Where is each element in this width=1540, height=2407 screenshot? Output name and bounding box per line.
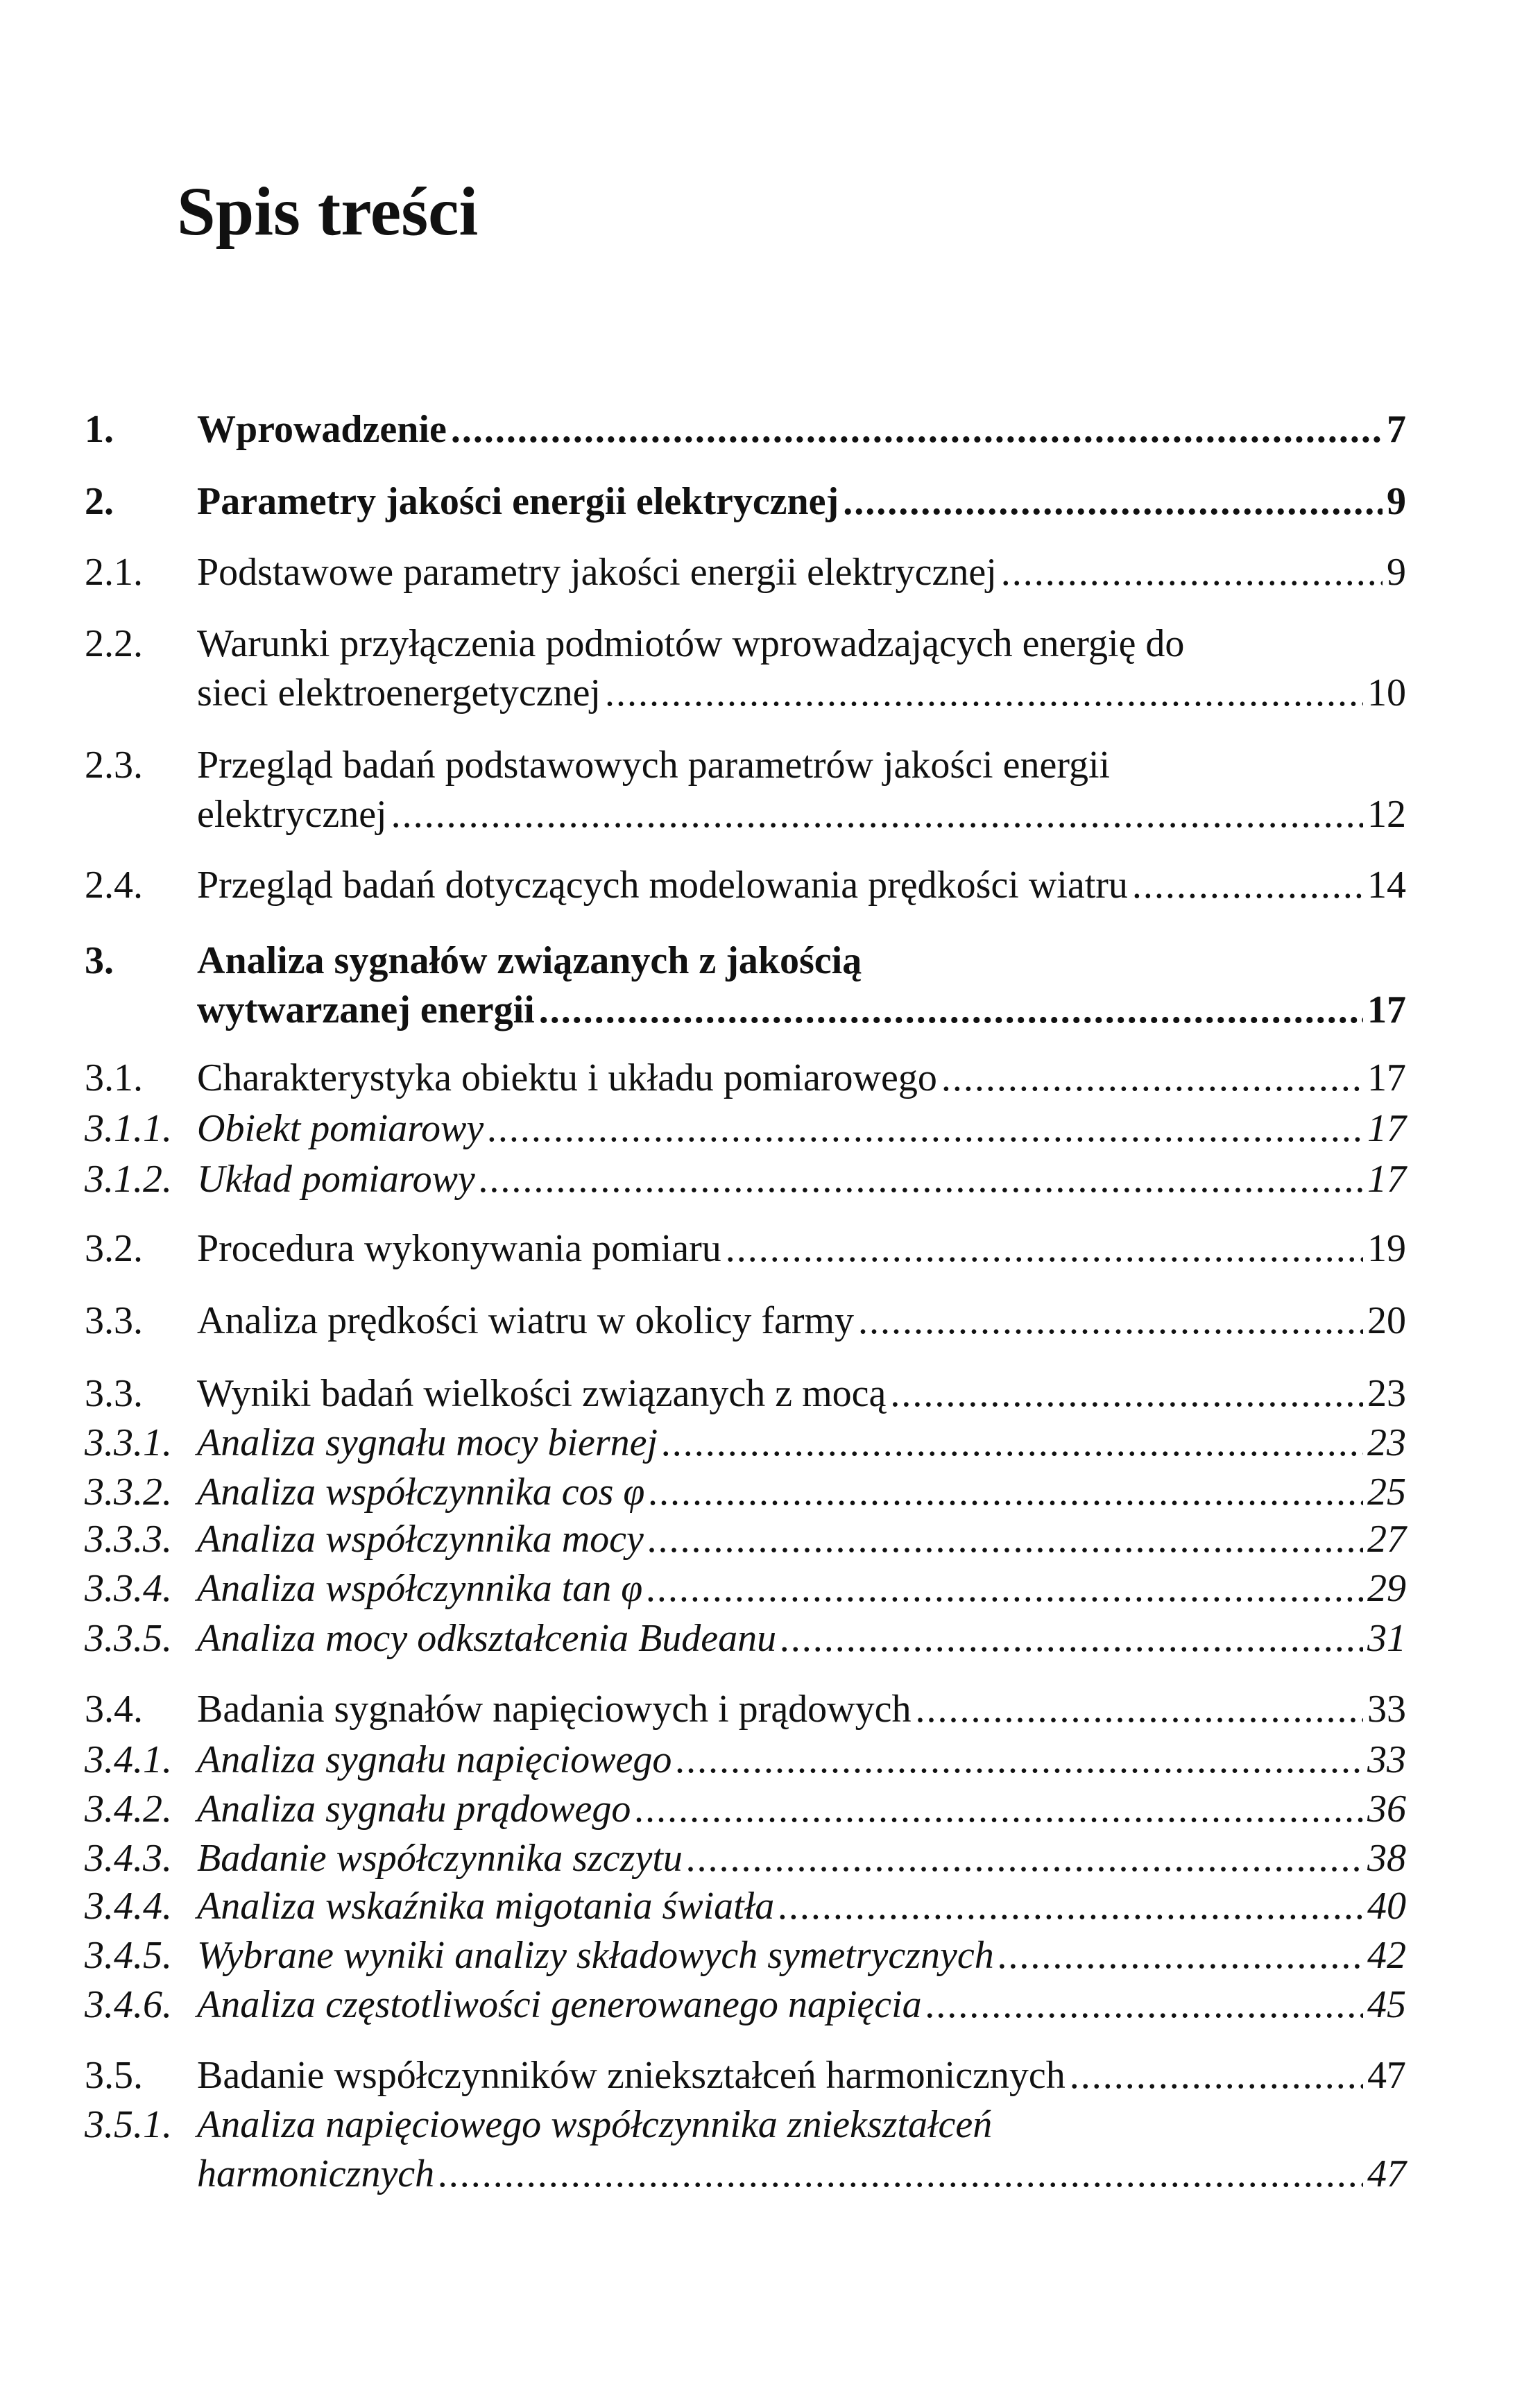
entry-title: Analiza współczynnika cos φ — [197, 1471, 645, 1514]
dot-leader — [687, 1834, 1363, 1883]
entry-title: Parametry jakości energii elektrycznej — [197, 480, 839, 523]
entry-number: 3.1.1. — [85, 1107, 172, 1150]
dot-leader — [488, 1104, 1363, 1154]
entry-number: 3. — [85, 939, 114, 982]
entry-number: 2. — [85, 480, 114, 523]
dot-leader — [635, 1785, 1363, 1834]
page-title: Spis treści — [177, 173, 479, 250]
toc-entry[interactable] — [85, 1785, 1406, 1834]
entry-title: Wprowadzenie — [197, 408, 447, 451]
entry-number: 3.3.4. — [85, 1567, 172, 1610]
entry-title: Badanie współczynnika szczytu — [197, 1837, 683, 1880]
page-number: 19 — [1367, 1227, 1406, 1270]
entry-number: 3.3. — [85, 1372, 143, 1415]
page-number: 12 — [1367, 793, 1406, 836]
page-number: 17 — [1367, 1107, 1406, 1150]
dot-leader — [1132, 861, 1363, 910]
dot-leader — [647, 1564, 1363, 1613]
page-number: 17 — [1367, 1056, 1406, 1099]
entry-number: 2.1. — [85, 551, 143, 594]
entry-title: Analiza sygnału napięciowego — [197, 1738, 672, 1781]
toc-entry[interactable] — [85, 1468, 1406, 1517]
entry-number: 3.4.6. — [85, 1983, 172, 2026]
toc-entry[interactable] — [85, 1614, 1406, 1663]
entry-title: Analiza prędkości wiatru w okolicy farmy — [197, 1299, 855, 1342]
entry-title: Analiza współczynnika tan φ — [197, 1567, 643, 1610]
toc-entry[interactable] — [85, 1419, 1406, 1468]
dot-leader — [662, 1419, 1363, 1468]
dot-leader — [438, 2150, 1363, 2199]
page-number: 38 — [1367, 1837, 1406, 1880]
entry-title: Analiza sygnałów związanych z jakością — [197, 939, 862, 982]
dot-leader — [648, 1515, 1363, 1564]
entry-number: 3.4.1. — [85, 1738, 172, 1781]
entry-number: 3.5. — [85, 2054, 143, 2097]
entry-title: Przegląd badań podstawowych parametrów jakości energii — [197, 744, 1111, 787]
entry-number: 2.3. — [85, 744, 143, 787]
toc-entry[interactable] — [85, 1054, 1406, 1103]
dot-leader — [1070, 2051, 1363, 2100]
dot-leader — [780, 1614, 1363, 1663]
toc-entry[interactable] — [85, 1155, 1406, 1204]
toc-entry[interactable] — [85, 1931, 1406, 1980]
page-number: 7 — [1387, 408, 1406, 451]
page-number: 29 — [1367, 1567, 1406, 1610]
entry-number: 3.4. — [85, 1688, 143, 1731]
entry-title: Przegląd badań dotyczących modelowania prędkości wiatru — [197, 864, 1128, 907]
entry-number: 3.3.2. — [85, 1471, 172, 1514]
toc-entry[interactable] — [85, 1882, 1406, 1931]
page-number: 40 — [1367, 1885, 1406, 1928]
dot-leader — [539, 986, 1363, 1035]
page-number: 27 — [1367, 1518, 1406, 1561]
dot-leader — [843, 477, 1383, 526]
entry-title: elektrycznej — [197, 793, 387, 836]
page-number: 31 — [1367, 1617, 1406, 1660]
toc-entry[interactable] — [85, 1834, 1406, 1883]
dot-leader — [726, 1224, 1363, 1274]
page-number: 17 — [1367, 988, 1406, 1031]
entry-title: Analiza wskaźnika migotania światła — [197, 1885, 775, 1928]
entry-title: Charakterystyka obiektu i układu pomiarowego — [197, 1056, 937, 1099]
entry-number: 3.4.2. — [85, 1788, 172, 1831]
entry-title: wytwarzanej energii — [197, 988, 535, 1031]
page-number: 45 — [1367, 1983, 1406, 2026]
entry-title: Warunki przyłączenia podmiotów wprowadzających energię do — [197, 622, 1185, 665]
dot-leader — [649, 1468, 1363, 1517]
entry-title: Badanie współczynników zniekształceń harmonicznych — [197, 2054, 1066, 2097]
entry-title: Analiza sygnału prądowego — [197, 1788, 631, 1831]
toc-entry[interactable] — [85, 619, 1406, 718]
entry-title: Wyniki badań wielkości związanych z mocą — [197, 1372, 887, 1415]
entry-title: harmonicznych — [197, 2152, 435, 2195]
toc-entry[interactable] — [85, 1515, 1406, 1564]
entry-title: Analiza mocy odkształcenia Budeanu — [197, 1617, 777, 1660]
toc-entry[interactable] — [85, 1296, 1406, 1346]
page-number: 20 — [1367, 1299, 1406, 1342]
toc-entry[interactable] — [85, 1980, 1406, 2030]
page-number: 9 — [1387, 551, 1406, 594]
entry-title: Analiza sygnału mocy biernej — [197, 1421, 658, 1464]
entry-number: 1. — [85, 408, 114, 451]
entry-number: 3.4.4. — [85, 1885, 172, 1928]
dot-leader — [676, 1736, 1363, 1785]
dot-leader — [998, 1931, 1363, 1980]
entry-number: 3.2. — [85, 1227, 143, 1270]
toc-entry[interactable] — [85, 861, 1406, 910]
entry-number: 3.4.3. — [85, 1837, 172, 1880]
entry-title: Obiekt pomiarowy — [197, 1107, 484, 1150]
entry-number: 3.1.2. — [85, 1158, 172, 1201]
toc-entry[interactable] — [85, 1104, 1406, 1154]
dot-leader — [605, 669, 1363, 718]
dot-leader — [858, 1296, 1363, 1346]
entry-title: Badania sygnałów napięciowych i prądowych — [197, 1688, 912, 1731]
toc-entry[interactable] — [85, 936, 1406, 1035]
page-number: 25 — [1367, 1471, 1406, 1514]
toc-entry[interactable] — [85, 548, 1406, 597]
entry-title: Podstawowe parametry jakości energii elektrycznej — [197, 551, 997, 594]
toc-entry[interactable] — [85, 741, 1406, 839]
toc-entry[interactable] — [85, 1564, 1406, 1613]
entry-number: 2.2. — [85, 622, 143, 665]
dot-leader — [778, 1882, 1363, 1931]
page-number: 47 — [1367, 2054, 1406, 2097]
page-number: 17 — [1367, 1158, 1406, 1201]
entry-title: Analiza współczynnika mocy — [197, 1518, 644, 1561]
page-number: 33 — [1367, 1688, 1406, 1731]
page-number: 33 — [1367, 1738, 1406, 1781]
page-number: 9 — [1387, 480, 1406, 523]
entry-number: 3.3.5. — [85, 1617, 172, 1660]
entry-number: 3.4.5. — [85, 1934, 172, 1977]
dot-leader — [479, 1155, 1363, 1204]
toc-entry[interactable] — [85, 1685, 1406, 1734]
page-number: 23 — [1367, 1421, 1406, 1464]
page-number: 14 — [1367, 864, 1406, 907]
toc-entry[interactable] — [85, 1224, 1406, 1274]
dot-leader — [890, 1369, 1363, 1419]
entry-number: 3.1. — [85, 1056, 143, 1099]
dot-leader — [941, 1054, 1363, 1103]
toc-entry[interactable] — [85, 2051, 1406, 2100]
entry-number: 2.4. — [85, 864, 143, 907]
dot-leader — [926, 1980, 1363, 2030]
page-number: 10 — [1367, 671, 1406, 714]
entry-title: Procedura wykonywania pomiaru — [197, 1227, 721, 1270]
page-number: 23 — [1367, 1372, 1406, 1415]
dot-leader — [451, 405, 1383, 454]
entry-number: 3.3.3. — [85, 1518, 172, 1561]
entry-title: Analiza częstotliwości generowanego napięcia — [197, 1983, 922, 2026]
toc-entry[interactable] — [85, 2100, 1406, 2199]
entry-title: Analiza napięciowego współczynnika zniekształceń — [197, 2103, 993, 2146]
dot-leader — [1001, 548, 1383, 597]
toc-entry[interactable] — [85, 477, 1406, 526]
entry-title: sieci elektroenergetycznej — [197, 671, 601, 714]
dot-leader — [915, 1685, 1363, 1734]
toc-entry[interactable] — [85, 1736, 1406, 1785]
entry-number: 3.3.1. — [85, 1421, 172, 1464]
entry-title: Wybrane wyniki analizy składowych symetrycznych — [197, 1934, 994, 1977]
page-number: 42 — [1367, 1934, 1406, 1977]
toc-entry[interactable] — [85, 1369, 1406, 1419]
entry-number: 3.3. — [85, 1299, 143, 1342]
toc-entry[interactable] — [85, 405, 1406, 454]
page-number: 47 — [1367, 2152, 1406, 2195]
page-number: 36 — [1367, 1788, 1406, 1831]
entry-number: 3.5.1. — [85, 2103, 172, 2146]
entry-title: Układ pomiarowy — [197, 1158, 475, 1201]
dot-leader — [391, 790, 1363, 839]
